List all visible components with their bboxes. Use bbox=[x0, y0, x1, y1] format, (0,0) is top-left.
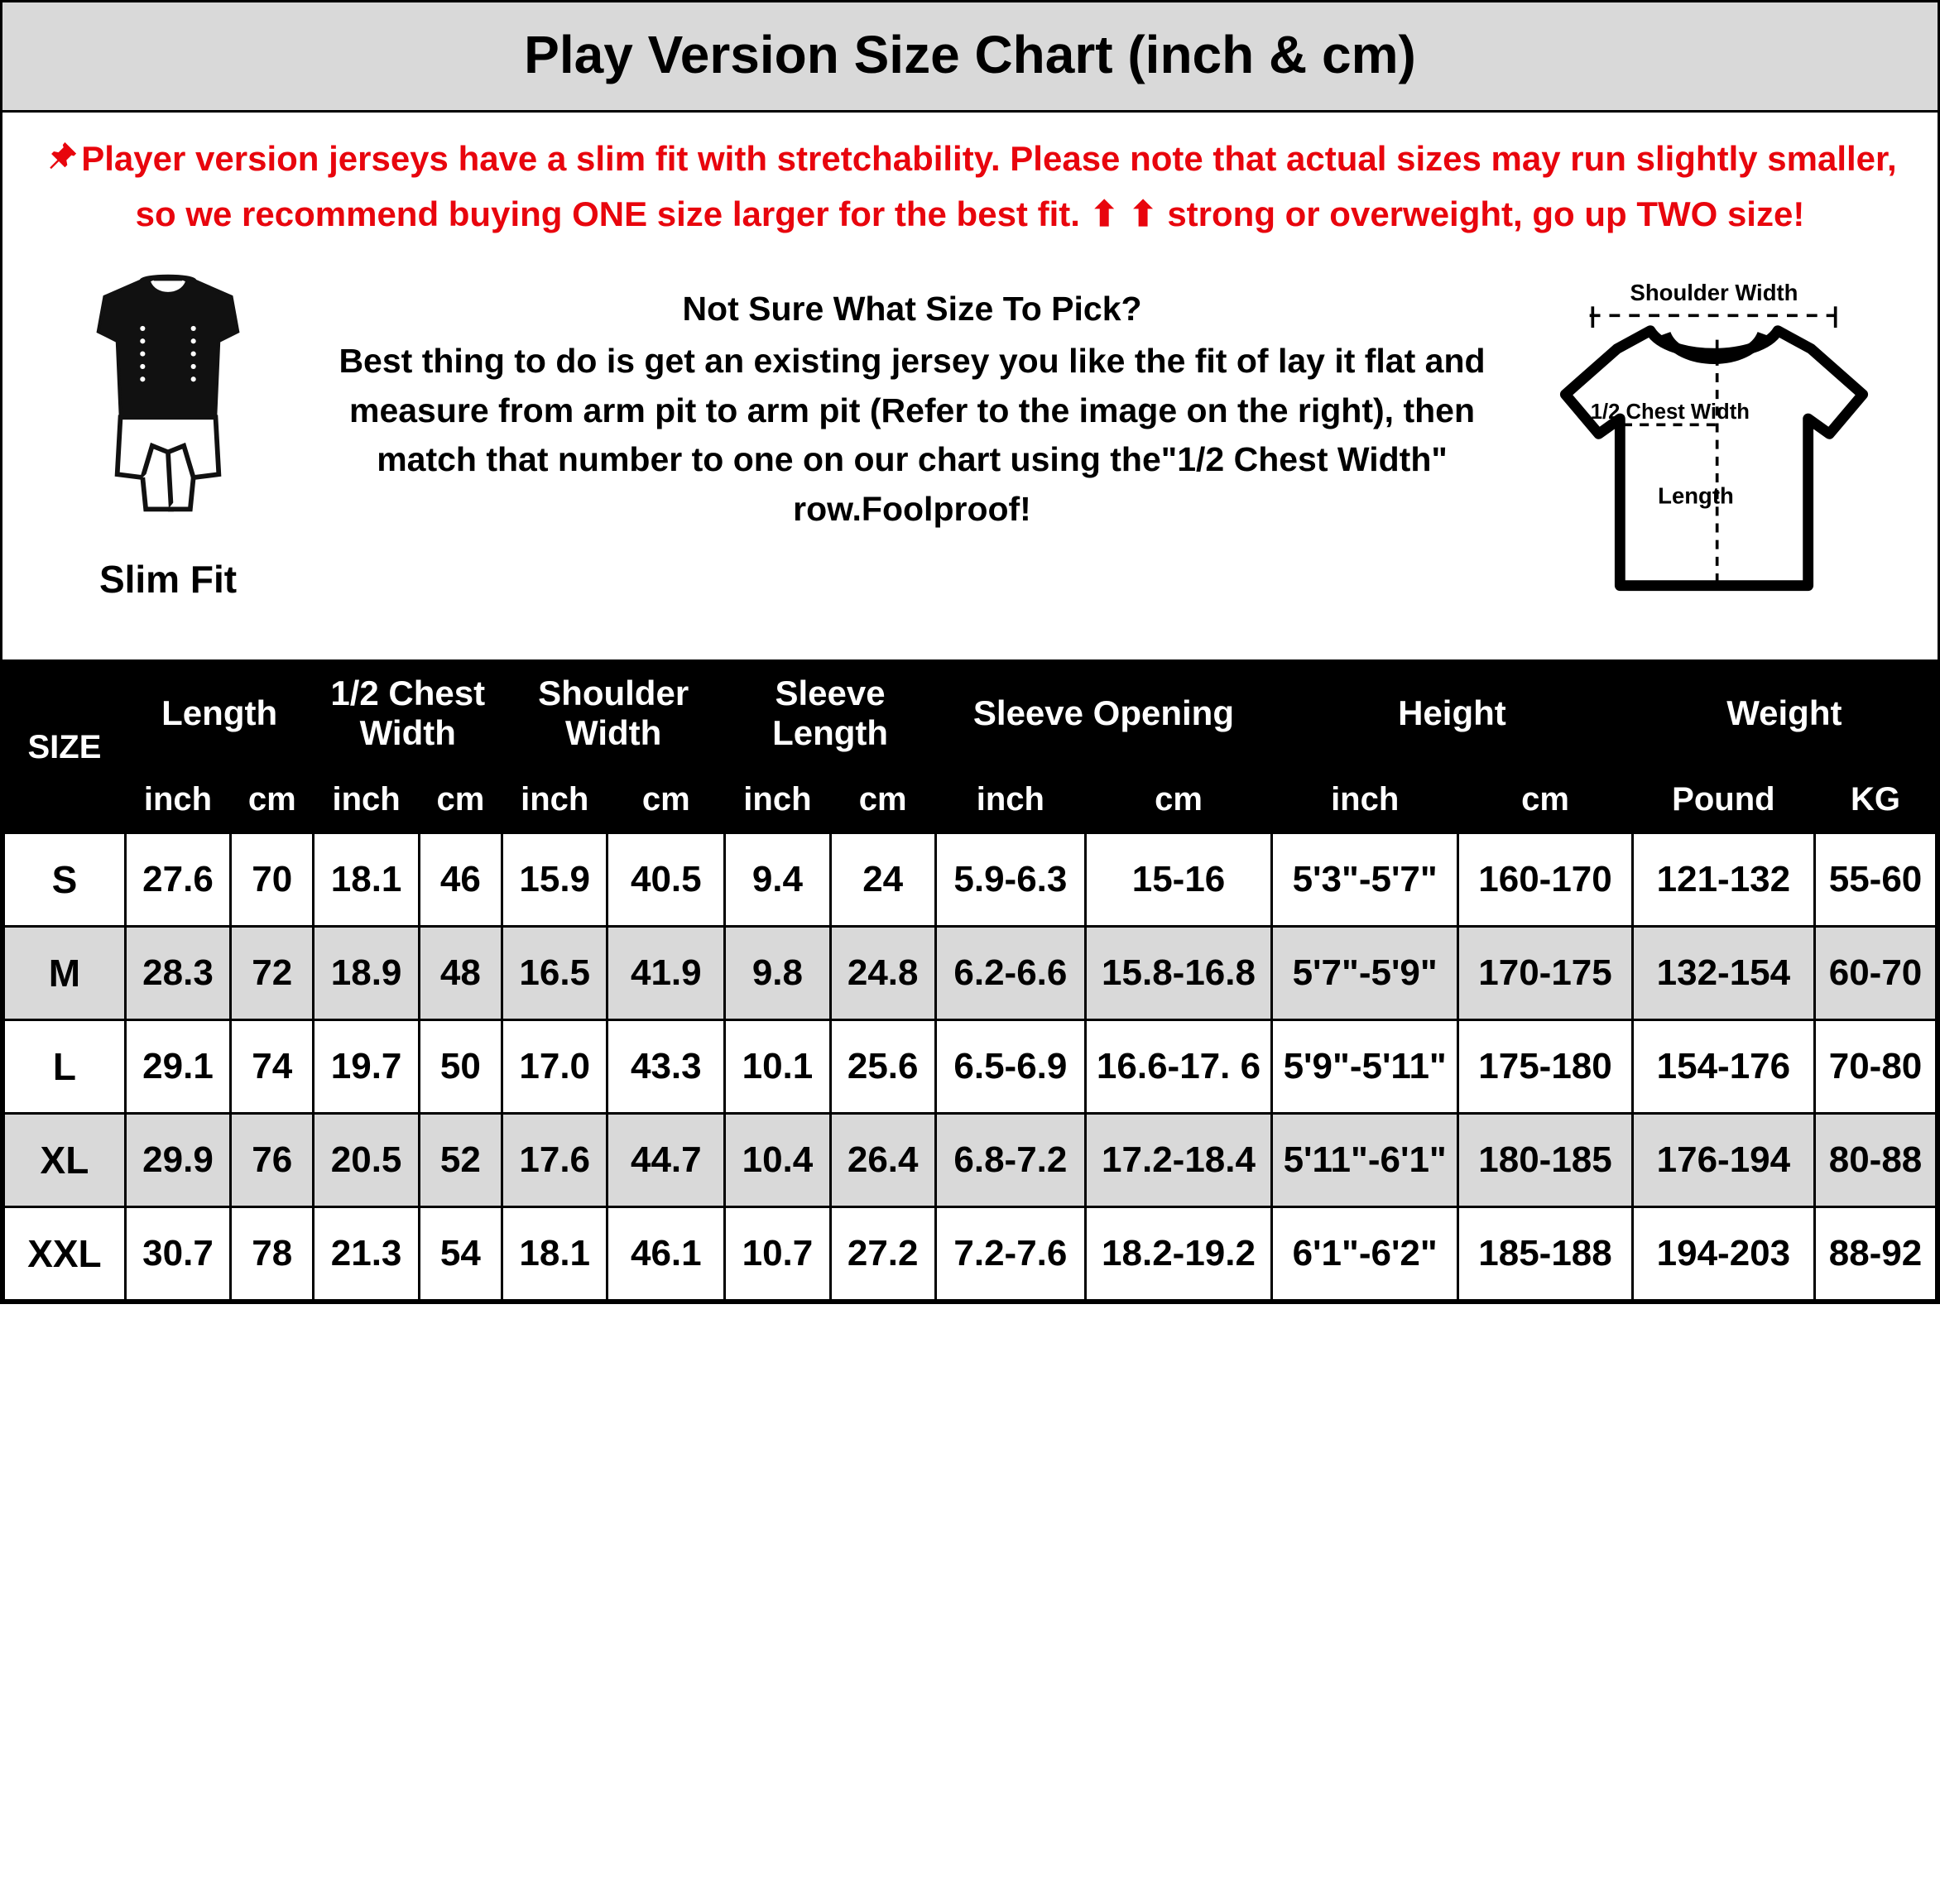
row-size: XL bbox=[4, 1114, 126, 1207]
cell: 10.1 bbox=[725, 1020, 830, 1114]
cell: 6.5-6.9 bbox=[935, 1020, 1085, 1114]
cell: 10.4 bbox=[725, 1114, 830, 1207]
tshirt-measurement-diagram bbox=[1532, 273, 1896, 641]
measurement-diagram-block bbox=[1507, 252, 1921, 641]
unit-sleeve-length-cm: cm bbox=[830, 766, 935, 833]
cell: 50 bbox=[419, 1020, 502, 1114]
advice-headline: Not Sure What Size To Pick? bbox=[682, 289, 1142, 328]
cell: 27.2 bbox=[830, 1207, 935, 1301]
unit-length-inch: inch bbox=[125, 766, 230, 833]
cell: 60-70 bbox=[1815, 927, 1937, 1020]
cell: 10.7 bbox=[725, 1207, 830, 1301]
cell: 154-176 bbox=[1632, 1020, 1814, 1114]
cell: 55-60 bbox=[1815, 833, 1937, 927]
cell: 78 bbox=[231, 1207, 314, 1301]
cell: 28.3 bbox=[125, 927, 230, 1020]
cell: 175-180 bbox=[1458, 1020, 1632, 1114]
cell: 5.9-6.3 bbox=[935, 833, 1085, 927]
notice-banner bbox=[2, 113, 1938, 248]
cell: 6.8-7.2 bbox=[935, 1114, 1085, 1207]
header-sleeve-opening: Sleeve Opening bbox=[935, 660, 1271, 766]
cell: 185-188 bbox=[1458, 1207, 1632, 1301]
cell: 180-185 bbox=[1458, 1114, 1632, 1207]
cell: 9.4 bbox=[725, 833, 830, 927]
cell: 26.4 bbox=[830, 1114, 935, 1207]
cell: 76 bbox=[231, 1114, 314, 1207]
cell: 17.6 bbox=[502, 1114, 607, 1207]
cell: 25.6 bbox=[830, 1020, 935, 1114]
cell: 194-203 bbox=[1632, 1207, 1814, 1301]
notice-text-1: Player version jerseys have a slim fit with stretchability. Please note that actual sizes may run slightly smaller, so we recommend buying ONE size larger for the best fit. bbox=[81, 139, 1897, 233]
table-unit-header-row bbox=[4, 766, 1937, 833]
cell: 88-92 bbox=[1815, 1207, 1937, 1301]
cell: 41.9 bbox=[607, 927, 725, 1020]
cell: 80-88 bbox=[1815, 1114, 1937, 1207]
cell: 20.5 bbox=[314, 1114, 419, 1207]
table-row bbox=[4, 927, 1937, 1020]
svg-text:Shoulder Width: Shoulder Width bbox=[1630, 279, 1798, 305]
cell: 121-132 bbox=[1632, 833, 1814, 927]
unit-weight-kg: KG bbox=[1815, 766, 1937, 833]
cell: 40.5 bbox=[607, 833, 725, 927]
row-size: L bbox=[4, 1020, 126, 1114]
header-weight: Weight bbox=[1632, 660, 1936, 766]
header-length: Length bbox=[125, 660, 314, 766]
cell: 46 bbox=[419, 833, 502, 927]
cell: 24 bbox=[830, 833, 935, 927]
cell: 5'9"-5'11" bbox=[1272, 1020, 1458, 1114]
cell: 16.6-17. 6 bbox=[1085, 1020, 1271, 1114]
title-bar bbox=[2, 2, 1938, 113]
header-shoulder-width: Shoulder Width bbox=[502, 660, 725, 766]
cell: 5'3"-5'7" bbox=[1272, 833, 1458, 927]
cell: 46.1 bbox=[607, 1207, 725, 1301]
header-height: Height bbox=[1272, 660, 1633, 766]
table-row bbox=[4, 833, 1937, 927]
cell: 9.8 bbox=[725, 927, 830, 1020]
unit-weight-pound: Pound bbox=[1632, 766, 1814, 833]
cell: 48 bbox=[419, 927, 502, 1020]
cell: 16.5 bbox=[502, 927, 607, 1020]
slim-fit-label: Slim Fit bbox=[98, 557, 238, 601]
cell: 29.1 bbox=[125, 1020, 230, 1114]
cell: 5'11"-6'1" bbox=[1272, 1114, 1458, 1207]
row-size: XXL bbox=[4, 1207, 126, 1301]
unit-shoulder-inch: inch bbox=[502, 766, 607, 833]
cell: 18.2-19.2 bbox=[1085, 1207, 1271, 1301]
cell: 6.2-6.6 bbox=[935, 927, 1085, 1020]
cell: 132-154 bbox=[1632, 927, 1814, 1020]
cell: 74 bbox=[231, 1020, 314, 1114]
cell: 52 bbox=[419, 1114, 502, 1207]
cell: 43.3 bbox=[607, 1020, 725, 1114]
cell: 160-170 bbox=[1458, 833, 1632, 927]
cell: 7.2-7.6 bbox=[935, 1207, 1085, 1301]
cell: 17.0 bbox=[502, 1020, 607, 1114]
cell: 44.7 bbox=[607, 1114, 725, 1207]
header-sleeve-length: Sleeve Length bbox=[725, 660, 936, 766]
unit-shoulder-cm: cm bbox=[607, 766, 725, 833]
cell: 24.8 bbox=[830, 927, 935, 1020]
cell: 70-80 bbox=[1815, 1020, 1937, 1114]
pushpin-icon bbox=[43, 139, 79, 189]
table-row bbox=[4, 1020, 1937, 1114]
jersey-kit-icon bbox=[73, 266, 263, 544]
cell: 15.9 bbox=[502, 833, 607, 927]
cell: 72 bbox=[231, 927, 314, 1020]
cell: 17.2-18.4 bbox=[1085, 1114, 1271, 1207]
cell: 70 bbox=[231, 833, 314, 927]
cell: 176-194 bbox=[1632, 1114, 1814, 1207]
unit-chest-inch: inch bbox=[314, 766, 419, 833]
cell: 21.3 bbox=[314, 1207, 419, 1301]
unit-length-cm: cm bbox=[231, 766, 314, 833]
cell: 5'7"-5'9" bbox=[1272, 927, 1458, 1020]
table-row bbox=[4, 1114, 1937, 1207]
fit-illustration-block bbox=[19, 252, 317, 602]
notice-text-2: strong or overweight, go up TWO size! bbox=[1167, 194, 1805, 233]
table-group-header-row bbox=[4, 660, 1937, 766]
cell: 15.8-16.8 bbox=[1085, 927, 1271, 1020]
cell: 18.1 bbox=[502, 1207, 607, 1301]
unit-height-cm: cm bbox=[1458, 766, 1632, 833]
cell: 170-175 bbox=[1458, 927, 1632, 1020]
cell: 18.1 bbox=[314, 833, 419, 927]
row-size: S bbox=[4, 833, 126, 927]
header-half-chest-width: 1/2 Chest Width bbox=[314, 660, 502, 766]
unit-chest-cm: cm bbox=[419, 766, 502, 833]
cell: 54 bbox=[419, 1207, 502, 1301]
unit-sleeve-length-inch: inch bbox=[725, 766, 830, 833]
arrow-up-icon: ⬆ ⬆ bbox=[1089, 194, 1158, 233]
page-title: Play Version Size Chart (inch & cm) bbox=[524, 25, 1416, 84]
row-size: M bbox=[4, 927, 126, 1020]
advice-body: Best thing to do is get an existing jersey you like the fit of lay it flat and measure from arm pit to arm pit (Refer to the image on the right), then match that number to one on our chart using the"1/2 Chest Width" row.Foolproof! bbox=[339, 342, 1486, 528]
unit-sleeve-opening-inch: inch bbox=[935, 766, 1085, 833]
cell: 6'1"-6'2" bbox=[1272, 1207, 1458, 1301]
size-chart-table bbox=[2, 659, 1938, 1302]
cell: 15-16 bbox=[1085, 833, 1271, 927]
cell: 30.7 bbox=[125, 1207, 230, 1301]
cell: 27.6 bbox=[125, 833, 230, 927]
unit-sleeve-opening-cm: cm bbox=[1085, 766, 1271, 833]
cell: 29.9 bbox=[125, 1114, 230, 1207]
table-row bbox=[4, 1207, 1937, 1301]
cell: 19.7 bbox=[314, 1020, 419, 1114]
unit-height-inch: inch bbox=[1272, 766, 1458, 833]
cell: 18.9 bbox=[314, 927, 419, 1020]
size-advice-text bbox=[317, 252, 1507, 534]
svg-text:1/2 Chest Width: 1/2 Chest Width bbox=[1590, 400, 1750, 424]
svg-text:Length: Length bbox=[1658, 482, 1734, 509]
info-section bbox=[2, 248, 1938, 659]
header-size: SIZE bbox=[4, 660, 126, 833]
